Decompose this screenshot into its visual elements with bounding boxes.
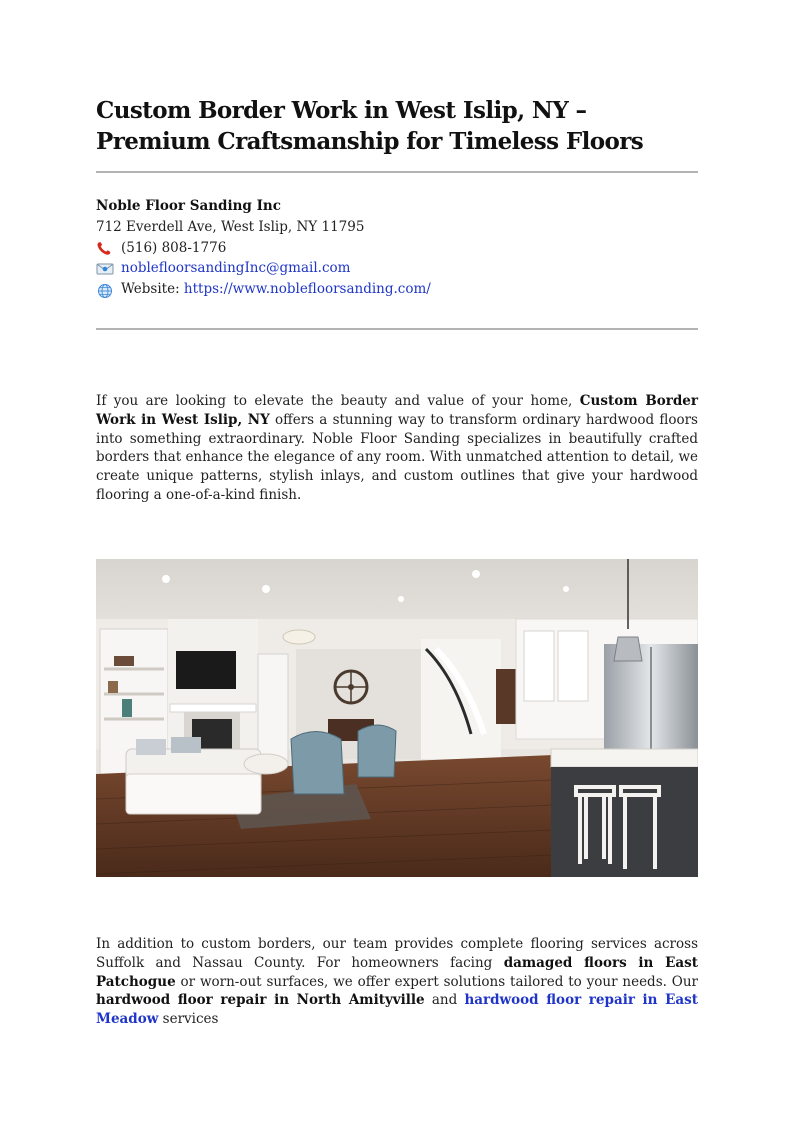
phone-icon: [96, 241, 114, 255]
link-floor-repair-east-meadow[interactable]: hardwood floor repair in East Meadow: [96, 992, 698, 1028]
services-text-4: services: [158, 1011, 219, 1028]
address: 712 Everdell Ave, West Islip, NY 11795: [96, 218, 365, 235]
email-link[interactable]: noblefloorsandingInc@gmail.com: [121, 260, 351, 277]
company-name: Noble Floor Sanding Inc: [96, 198, 281, 214]
page-title: Custom Border Work in West Islip, NY – Premium Craftsmanship for Timeless Floors: [96, 97, 644, 155]
keyword-damaged-floors: damaged floors in East Patchogue: [96, 954, 699, 990]
intro-text-end: offers a stunning way to transform ordinary hardwood floors into something extraordinary. Noble Floor Sanding specializes in beautifully crafted borders that enhance the elegance of any room. With unmatched attention to detail, we create unique patterns, stylish inlays, and custom outlines that give your hardwood flooring a one-of-a-kind finish.: [96, 411, 698, 503]
services-text-1: In addition to custom borders, our team provides complete flooring services across Suffolk and Nassau County. For homeowners facing: [96, 936, 698, 971]
intro-paragraph: [96, 392, 698, 505]
divider-top: [96, 171, 698, 173]
divider-bottom: [96, 328, 698, 330]
website-link[interactable]: https://www.noblefloorsanding.com/: [183, 281, 431, 298]
intro-text-start: If you are looking to elevate the beauty and value of your home,: [96, 393, 580, 409]
services-text-2: or worn-out surfaces, we offer expert solutions tailored to your needs. Our: [175, 973, 698, 990]
envelope-icon: [96, 262, 114, 276]
website-line: [96, 279, 698, 300]
globe-icon: [96, 283, 114, 297]
phone-line: [96, 238, 698, 259]
phone-number: (516) 808-1776: [121, 239, 227, 256]
living-room-illustration: [96, 559, 698, 877]
contact-block: [96, 196, 698, 300]
services-text-3: and: [424, 992, 465, 1009]
website-label: Website:: [121, 281, 180, 298]
services-paragraph: [96, 935, 698, 1029]
keyword-floor-repair-north-amityville: hardwood floor repair in North Amityville: [96, 992, 425, 1009]
intro-bold-keyword: Custom Border Work in West Islip, NY: [96, 393, 698, 428]
living-room-photo: [96, 559, 698, 877]
email-line: [96, 258, 698, 279]
